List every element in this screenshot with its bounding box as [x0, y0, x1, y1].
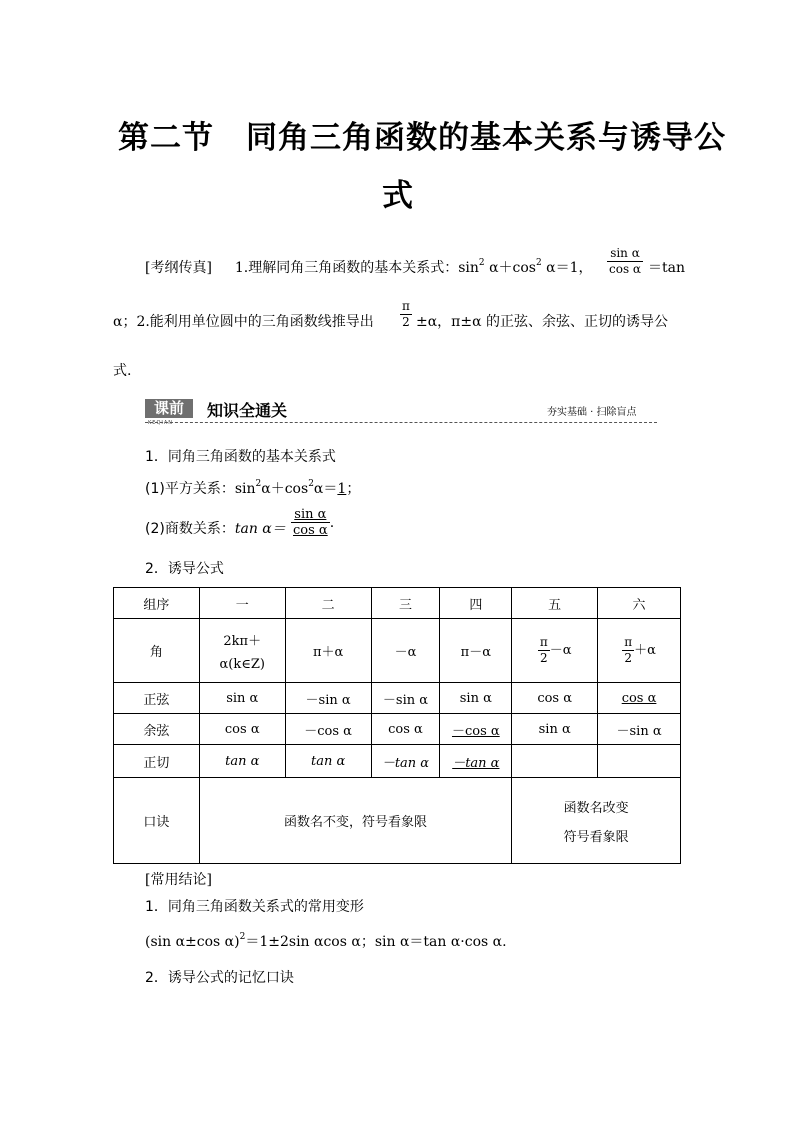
fraction-numerator: π — [624, 635, 633, 649]
table-cell: －tan α — [371, 745, 440, 778]
mnemonic-right — [512, 778, 681, 864]
quotient-fraction — [291, 507, 334, 538]
table-header: 二 — [285, 588, 371, 619]
syllabus-text: ±α，π±α 的正弦、余弦、正切的诱导公 — [416, 314, 669, 330]
angle-rest: －α — [549, 643, 572, 658]
syllabus-text: α；2.能利用单位圆中的三角函数线推导出 — [113, 314, 374, 330]
banner-title: 知识全通关 — [207, 401, 288, 420]
table-cell — [512, 745, 598, 778]
table-header: 一 — [199, 588, 285, 619]
table-cell: tan α — [285, 745, 371, 778]
table-cell: cos α — [199, 714, 285, 745]
section-heading: 2．诱导公式的记忆口诀 — [145, 970, 294, 986]
table-header-row — [114, 588, 681, 619]
square-exponent: 2 — [239, 932, 246, 942]
fraction-denominator: 2 — [402, 315, 410, 329]
section-heading: 1．同角三角函数关系式的常用变形 — [145, 899, 364, 915]
expr: sin — [234, 481, 256, 497]
angle-line: α(k∈Z) — [219, 656, 265, 672]
fraction-numerator: sin α — [291, 507, 330, 523]
table-row-mnemonic — [114, 778, 681, 864]
row-label: 余弦 — [114, 714, 200, 745]
banner-tag-sub: KEQIAN — [148, 420, 174, 426]
syllabus-text: 1.理解同角三角函数的基本关系式：sin — [234, 260, 479, 276]
row-label: 正切 — [114, 745, 200, 778]
section-heading: 1．同角三角函数的基本关系式 — [145, 449, 336, 465]
table-cell: －sin α — [371, 683, 440, 714]
expr: tan α＝ — [234, 521, 286, 537]
square-relation — [145, 478, 360, 498]
table-cell: －cos α — [285, 714, 371, 745]
table-cell: sin α — [512, 714, 598, 745]
conclusion-formula — [145, 931, 507, 951]
table-cell — [512, 619, 598, 683]
expr: . — [329, 515, 335, 531]
table-row-tan — [114, 745, 681, 778]
row-label: 角 — [114, 619, 200, 683]
table-header: 组序 — [114, 588, 200, 619]
table-cell: －α — [371, 619, 440, 683]
table-cell: －cos α — [440, 714, 512, 745]
square-exponent: 2 — [308, 479, 314, 489]
table-cell — [598, 745, 681, 778]
fraction-denominator: 2 — [624, 651, 632, 665]
answer-one: 1 — [337, 481, 347, 497]
table-cell — [598, 619, 681, 683]
fraction-denominator: cos α — [609, 262, 642, 276]
angle-line: 2kπ＋ — [223, 633, 262, 649]
angle-rest: ＋α — [634, 643, 656, 658]
fraction-numerator: π — [402, 299, 410, 313]
table-cell: －tan α — [440, 745, 512, 778]
mnemonic-line: 符号看象限 — [563, 829, 629, 845]
banner-tag: 课前 — [145, 399, 193, 418]
expr: α＋cos — [261, 481, 309, 497]
fraction-numerator: π — [539, 635, 548, 649]
table-cell — [199, 619, 285, 683]
conclusions-tag: [常用结论] — [145, 872, 212, 888]
table-cell: tan α — [199, 745, 285, 778]
table-cell: －sin α — [285, 683, 371, 714]
syllabus-line2 — [113, 311, 374, 331]
syllabus-tan: ＝tan — [648, 260, 685, 276]
table-header: 五 — [512, 588, 598, 619]
fraction-denominator: 2 — [539, 651, 548, 665]
induction-formula-table — [113, 587, 681, 864]
label: (1)平方关系： — [145, 481, 235, 497]
table-header: 六 — [598, 588, 681, 619]
page-title-cont: 式 — [382, 178, 414, 214]
fraction-denominator: cos α — [293, 523, 328, 538]
square-exponent: 2 — [535, 258, 542, 268]
square-exponent: 2 — [478, 258, 485, 268]
table-cell: sin α — [440, 683, 512, 714]
table-cell: －sin α — [598, 714, 681, 745]
table-header: 四 — [440, 588, 512, 619]
syllabus-line1 — [145, 257, 593, 277]
table-cell: sin α — [199, 683, 285, 714]
table-row-cos — [114, 714, 681, 745]
syllabus-text: α＝1， — [541, 260, 593, 276]
page-title: 第二节 同角三角函数的基本关系与诱导公 — [118, 120, 726, 156]
row-label: 口诀 — [114, 778, 200, 864]
syllabus-text: α＋cos — [484, 260, 536, 276]
section-heading: 2．诱导公式 — [145, 561, 224, 577]
pi-over-2-fraction — [400, 299, 412, 330]
table-cell: cos α — [598, 683, 681, 714]
syllabus-line3: 式. — [113, 363, 132, 379]
mnemonic-line: 函数名改变 — [563, 800, 629, 816]
label: (2)商数关系： — [145, 521, 235, 537]
syllabus-tag: [考纲传真] — [145, 260, 212, 276]
formula-part: ＝1±2sin αcos α；sin α＝tan α·cos α. — [245, 934, 507, 950]
row-label: 正弦 — [114, 683, 200, 714]
table-row-sin — [114, 683, 681, 714]
fraction-numerator: sin α — [607, 246, 643, 262]
table-cell: π－α — [440, 619, 512, 683]
table-header: 三 — [371, 588, 440, 619]
quotient-relation — [145, 518, 286, 538]
banner-right-text: 夯实基础 · 扫除盲点 — [547, 407, 637, 418]
table-cell: cos α — [371, 714, 440, 745]
banner-divider — [145, 422, 657, 423]
mnemonic-left: 函数名不变，符号看象限 — [199, 778, 511, 864]
formula-part: (sin α±cos α) — [145, 934, 240, 950]
table-row-angle — [114, 619, 681, 683]
expr: α＝ — [313, 481, 338, 497]
table-cell: π＋α — [285, 619, 371, 683]
square-exponent: 2 — [255, 479, 262, 489]
syllabus-fraction — [607, 246, 643, 277]
table-cell: cos α — [512, 683, 598, 714]
expr: ； — [346, 481, 361, 497]
